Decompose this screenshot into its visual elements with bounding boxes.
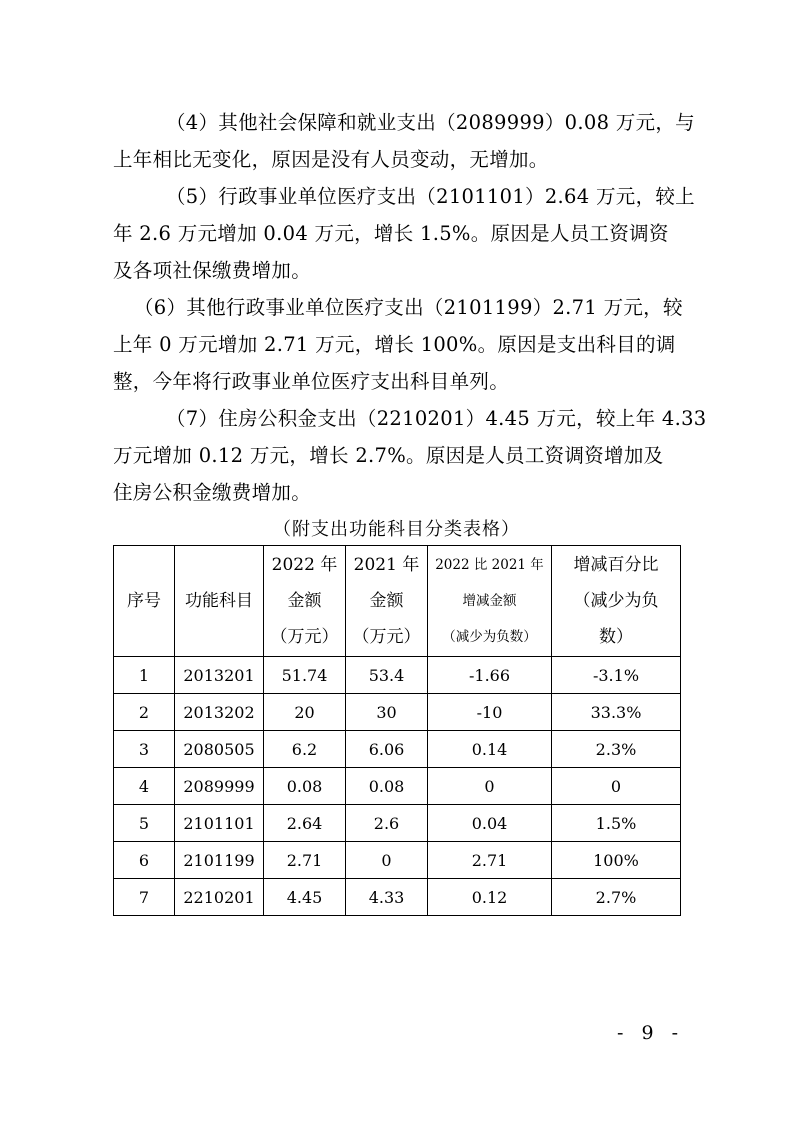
header-text: 功能科目 [185,591,253,611]
text-line: 上年 0 万元增加 2.71 万元，增长 100%。原因是支出科目的调 [113,333,676,356]
header-text: 2021 年 [353,555,420,575]
text-line: 万元增加 0.12 万元，增长 2.7%。原因是人员工资调资增加及 [113,444,664,467]
header-text: 金额 [287,591,322,611]
header-text: （万元） [270,627,339,647]
table-cell: 0.04 [428,805,552,842]
table-caption: （附支出功能科目分类表格） [273,519,520,540]
table-cell: -10 [428,694,552,731]
page-number: - 9 - [617,1022,685,1044]
table-cell: 2101101 [175,805,264,842]
table-cell: 2.71 [264,842,346,879]
table-cell: 6.2 [264,731,346,768]
table-cell: 5 [114,805,175,842]
table-row [114,657,681,694]
text-line: 及各项社保缴费增加。 [113,259,312,282]
table-cell: 6.06 [346,731,428,768]
table-cell: 4 [114,768,175,805]
header-text: 增减百分比 [573,555,659,575]
header-subject [175,546,264,657]
table-cell: 2.7% [552,879,681,916]
header-text: 金额 [369,591,404,611]
table-cell: 0 [552,768,681,805]
header-text: 2022 年 [271,555,338,575]
table-cell: 2.71 [428,842,552,879]
table-row [114,768,681,805]
table-cell: 0 [346,842,428,879]
table-cell: -3.1% [552,657,681,694]
table-cell: 100% [552,842,681,879]
text-line: 住房公积金缴费增加。 [113,481,312,504]
table-cell: 51.74 [264,657,346,694]
table-cell: 0.14 [428,731,552,768]
function-subject-table [113,545,681,916]
table-row [114,694,681,731]
table-row [114,879,681,916]
table-cell: 2080505 [175,731,264,768]
table-cell: 33.3% [552,694,681,731]
table-cell: 2 [114,694,175,731]
table-cell: 6 [114,842,175,879]
table-cell: 2013202 [175,694,264,731]
text-line: （4）其他社会保障和就业支出（2089999）0.08 万元，与 [166,111,695,134]
table-cell: 0.12 [428,879,552,916]
table-row [114,842,681,879]
text-line: （7）住房公积金支出（2210201）4.45 万元，较上年 4.33 [166,407,707,430]
table-cell: 0 [428,768,552,805]
table-cell: 0.08 [346,768,428,805]
header-2021-amount [346,546,428,657]
table-cell: 2.64 [264,805,346,842]
header-text: 增减金额 [462,593,517,609]
table-cell: 30 [346,694,428,731]
table-cell: 53.4 [346,657,428,694]
table-cell: 7 [114,879,175,916]
header-text: 2022 比 2021 年 [435,557,544,573]
header-change-percent [552,546,681,657]
text-line: 上年相比无变化，原因是没有人员变动，无增加。 [113,148,549,171]
header-change-amount [428,546,552,657]
text-line: （6）其他行政事业单位医疗支出（2101199）2.71 万元，较 [134,296,683,319]
table-row [114,805,681,842]
table-cell: 2.3% [552,731,681,768]
table-cell: 2013201 [175,657,264,694]
table-header-row [114,546,681,657]
table-cell: 2210201 [175,879,264,916]
table-cell: 1 [114,657,175,694]
header-text: 数） [599,627,633,647]
table-cell: 4.33 [346,879,428,916]
text-line: 年 2.6 万元增加 0.04 万元，增长 1.5%。原因是人员工资调资 [113,222,669,245]
table-cell: 20 [264,694,346,731]
table-cell: -1.66 [428,657,552,694]
text-line: （5）行政事业单位医疗支出（2101101）2.64 万元，较上 [166,185,695,208]
table-cell: 2101199 [175,842,264,879]
table-cell: 0.08 [264,768,346,805]
table-cell: 2089999 [175,768,264,805]
table-cell: 1.5% [552,805,681,842]
header-text: （减少为负 [573,591,659,611]
table-cell: 3 [114,731,175,768]
table-cell: 4.45 [264,879,346,916]
header-text: （减少为负数） [442,629,537,645]
table-row [114,731,681,768]
text-line: 整，今年将行政事业单位医疗支出科目单列。 [113,370,510,393]
header-text: 序号 [127,591,161,611]
header-index [114,546,175,657]
header-text: （万元） [352,627,421,647]
table-cell: 2.6 [346,805,428,842]
header-2022-amount [264,546,346,657]
